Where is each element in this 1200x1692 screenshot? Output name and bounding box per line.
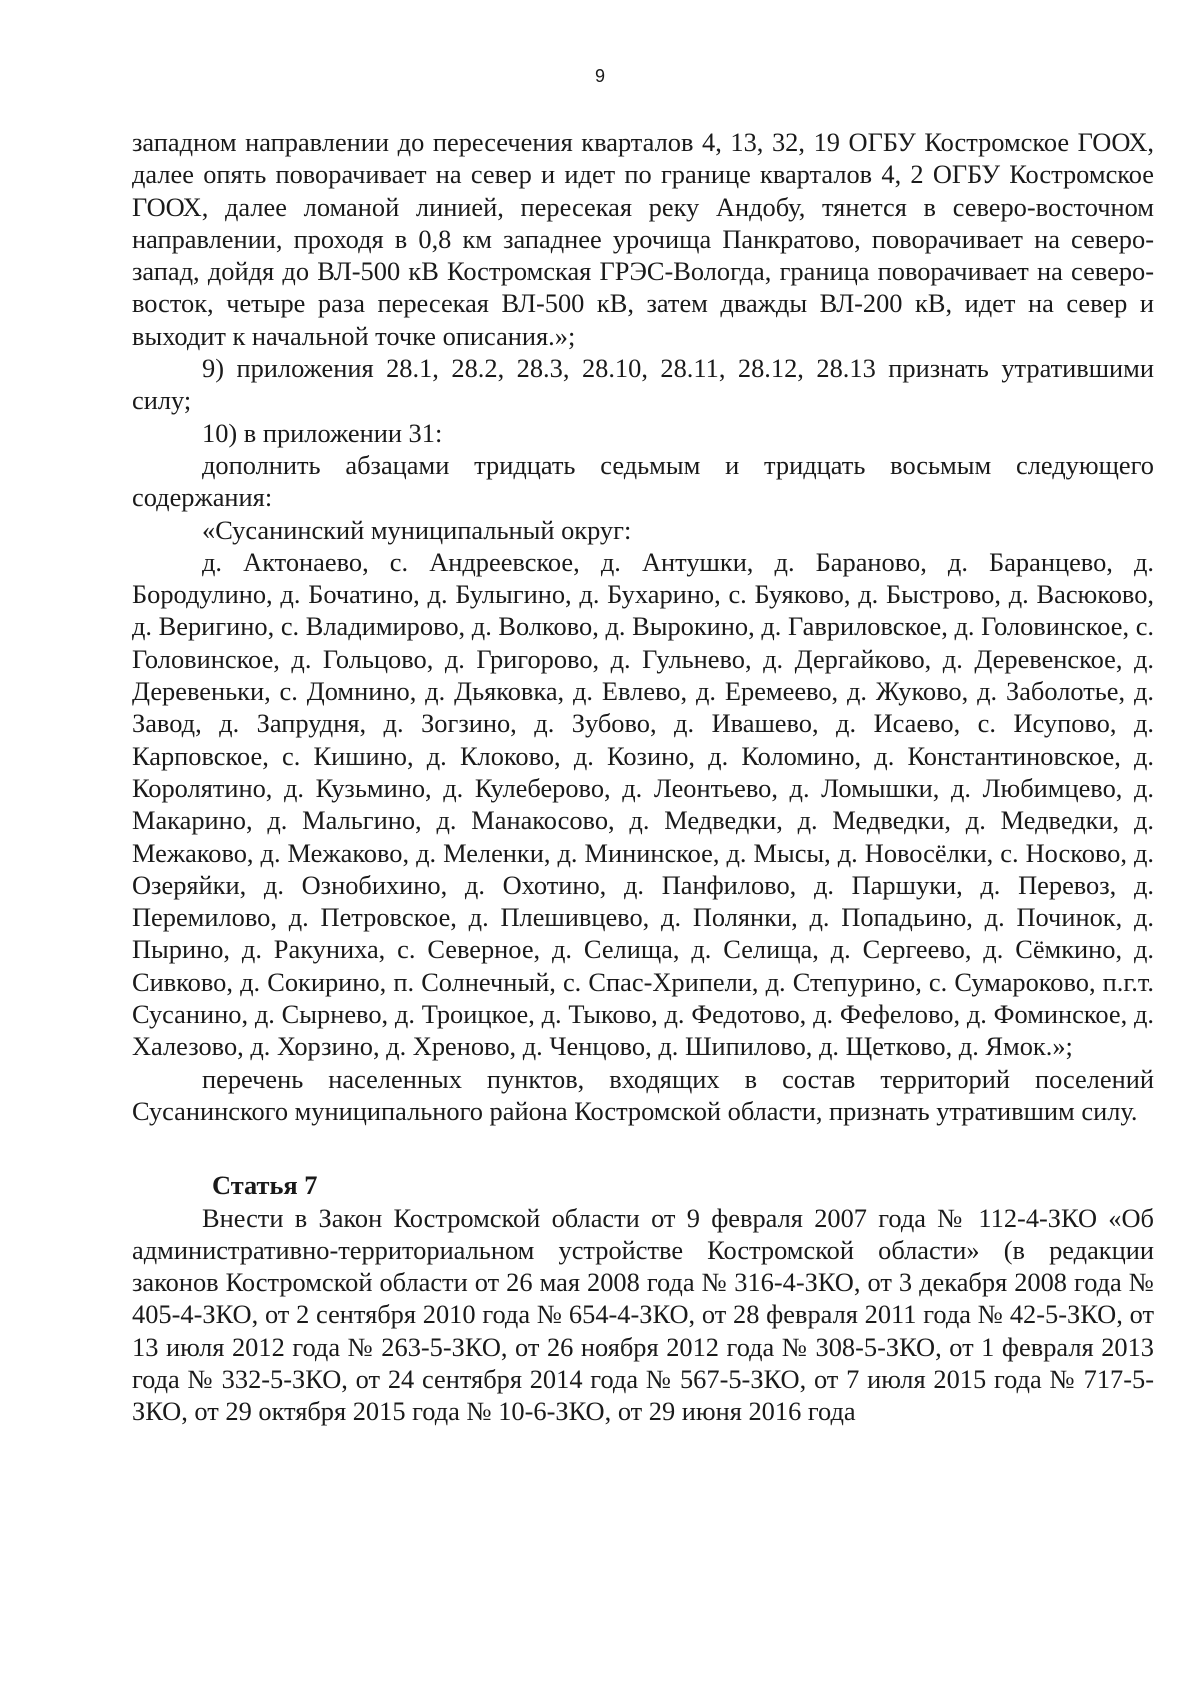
paragraph-district-title: «Сусанинский муниципальный округ:	[202, 514, 632, 545]
paragraph-supplement: дополнить абзацами тридцать седьмым и тридцать восьмым следующего содержания:	[132, 449, 1154, 513]
document-body	[132, 126, 1154, 1428]
article-heading: Статья 7	[212, 1170, 318, 1201]
paragraph-item-10: 10) в приложении 31:	[202, 417, 443, 448]
paragraph-boundary-description: западном направлении до пересечения кварталов 4, 13, 32, 19 ОГБУ Костромское ГООХ, далее опять поворачивает на север и идет по границе кварталов 4, 2 ОГБУ Костромское ГООХ, далее ломаной линией, пересекая реку Андобу, тянется в северо-восточном направлении, проходя в 0,8 км западнее урочища Панкратово, поворачивает на северо-запад, дойдя до ВЛ-500 кВ Костромская ГРЭС-Вологда, граница поворачивает на северо-восток, четыре раза пересекая ВЛ-500 кВ, затем дважды ВЛ-200 кВ, идет на север и выходит к начальной точке описания.»;	[132, 127, 1154, 351]
paragraph-repeal: перечень населенных пунктов, входящих в состав территорий поселений Сусанинского муниципального района Костромской области, признать утратившим силу.	[132, 1063, 1154, 1126]
page-number: 9	[594, 66, 605, 86]
article-text: Внести в Закон Костромской области от 9 февраля 2007 года № 112-4-ЗКО «Об административно-территориальном устройстве Костромской области» (в редакции законов Костромской области от 26 мая 2008 года № 316-4-ЗКО, от 3 декабря 2008 года № 405-4-ЗКО, от 2 сентября 2010 года № 654-4-ЗКО, от 28 февраля 2011 года № 42-5-ЗКО, от 13 июля 2012 года № 263-5-ЗКО, от 26 ноября 2012 года № 308-5-ЗКО, от 1 февраля 2013 года № 332-5-ЗКО, от 24 сентября 2014 года № 567-5-ЗКО, от 7 июля 2015 года № 717-5-ЗКО, от 29 октября 2015 года № 10-6-ЗКО, от 29 июня 2016 года	[132, 1202, 1154, 1427]
paragraph-settlement-list: д. Актонаево, с. Андреевское, д. Антушки, д. Бараново, д. Баранцево, д. Бородулино, д. Бочатино, д. Булыгино, д. Бухарино, с. Буяково, д. Быстрово, д. Васюково, д. Веригино, с. Владимирово, д. Волково, д. Вырокино, д. Гавриловское, д. Головинское, с. Головинское, д. Гольцово, д. Григорово, д. Гульнево, д. Дергайково, д. Деревенское, д. Деревеньки, с. Домнино, д. Дьяковка, д. Евлево, д. Еремеево, д. Жуково, д. Заболотье, д. Завод, д. Запрудня, д. Зогзино, д. Зубово, д. Ивашево, д. Исаево, с. Исупово, д. Карповское, с. Кишино, д. Клоково, д. Козино, д. Коломино, д. Константиновское, д. Королятино, д. Кузьмино, д. Кулеберово, д. Леонтьево, д. Ломышки, д. Любимцево, д. Макарино, д. Мальгино, д. Манакосово, д. Медведки, д. Медведки, д. Медведки, д. Межаково, д. Межаково, д. Меленки, д. Мининское, д. Мысы, д. Новосёлки, с. Носково, д. Озеряйки, д. Ознобихино, д. Охотино, д. Панфилово, д. Паршуки, д. Перевоз, д. Перемилово, д. Петровское, д. Плешивцево, д. Полянки, д. Попадьино, д. Починок, д. Пырино, д. Ракуниха, с. Северное, д. Селища, д. Селища, д. Сергеево, д. Сёмкино, д. Сивково, д. Сокирино, п. Солнечный, с. Спас-Хрипели, д. Степурино, с. Сумароково, п.г.т. Сусанино, д. Сырнево, д. Троицкое, д. Тыково, д. Федотово, д. Фефелово, д. Фоминское, д. Халезово, д. Хорзино, д. Хреново, д. Ченцово, д. Шипилово, д. Щетково, д. Ямок.»;	[132, 546, 1154, 1062]
paragraph-item-9: 9) приложения 28.1, 28.2, 28.3, 28.10, 28.11, 28.12, 28.13 признать утратившими силу;	[132, 353, 1154, 416]
